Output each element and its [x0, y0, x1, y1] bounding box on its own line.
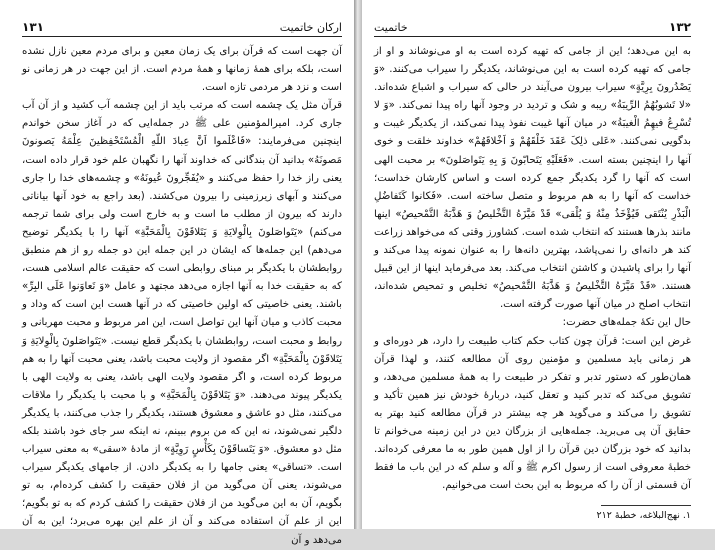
paragraph: آن جهت است که قرآن برای یک زمان معین و برای مردم معین نازل نشده است، بلکه برای همهٔ زمانها و همهٔ مردم است. از این جهت در هر زمانی نو است و نزد هر مردمی تازه است. — [22, 46, 342, 94]
right-page — [362, 0, 715, 529]
running-head: ارکان خاتمیت — [279, 21, 342, 34]
left-page-body — [22, 43, 342, 550]
book-gutter — [354, 0, 362, 529]
page-number: ۱۳۱ — [22, 20, 44, 34]
left-page — [0, 0, 354, 546]
paragraph: حال این تکهٔ جمله‌های حضرت: — [562, 317, 691, 329]
right-page-body — [374, 43, 691, 495]
footnote-divider — [601, 505, 691, 506]
page-number: ۱۳۲ — [669, 20, 691, 34]
paragraph: غرض این است: قرآن چون کتاب حکم کتاب طبیعت را دارد، هر دوره‌ای و هر زمانی باید مسلمین و مؤمنین روی آن مطالعه کنند، و لهذا قرآن همان‌طور که دستور تدبر و تفکر در طبیعت را به همهٔ مسلمین می‌دهد، و تشویق می‌کند که تدبر کنید و تعقل کنید، دربارهٔ خودش نیز همین تأکید و تشویق را می‌کند و می‌گوید هر چه بیشتر در قرآن مطالعه کنید بهتر به حقایق آن پی می‌برید. جمله‌هایی از بزرگان دین در این زمینه می‌خوانم تا بدانید که خود بزرگان دین قرآن را از اول همین طور به ما معرفی کرده‌اند. خطبهٔ معروفی است از رسول اکرم ﷺ و آله و سلم که در این باب ما فقط آن قسمتی از آن را که مربوط به این بحث است می‌خوانیم. — [374, 335, 691, 492]
footnote: ۱. نهج‌البلاغه، خطبهٔ ۲۱۲ — [596, 510, 691, 522]
paragraph: به این می‌دهد؛ این از جامی که تهیه کرده است به او می‌نوشاند و او از جامی که تهیه کرده است به این می‌نوشاند، یکدیگر را سیراب می‌کنند. «وَ یَصْدُرونَ بِرِیَّةٍ» سیراب بیرون می‌آیند در حالی که سیراب و اشباع شده‌اند. «لا تَشوبُهُمُ الرِّیبَةُ» ریبه و شک و تردید در وجود آنها راه پیدا نمی‌کند. «وَ لا تُسْرِعُ فیهِمُ الْغیبَةُ» در میان آنها غیبت نفوذ پیدا نمی‌کند، از یکدیگر غیبت و بدگویی نمی‌کنند. «عَلی ذلِکَ عَقَدَ خَلْقَهُمْ وَ اَخْلاقَهُمْ» خداوند خلقت و خوی آنها را اینچنین بسته است. «فَعَلَیْهِ یَتَحابّونَ وَ بِهِ یَتَواصَلونَ» بر محبت الهی است که آنها را گرد یکدیگر جمع کرده است و اساس کارشان خداست؛ خداست که آنها را به هم مربوط و متصل ساخته است. «فَکانوا کَتَفاضُلِ الْبَذْرِ یُنْتَقی فَیُؤْخَذُ مِنْهُ وَ یُلْقی» قَدْ مَیَّزَهُ التَّخْلیصُ وَ هَذَّبَهُ التَّمْحیصُ» اینها مانند بذرها هستند که انتخاب شده است. کشاورز وقتی که می‌خواهد زراعت کند هر دانه‌ای را نمی‌پاشد، بهترین دانه‌ها را به عنوان نمونه پیدا می‌کند و آنها را برای پاشیدن و کاشتن انتخاب می‌کند. بعد می‌فرماید اینها از این قبیل هستند. «قَدْ مَیَّزَهُ التَّخْلیصُ وَ هَذَّبَهُ التَّمْحیصُ» تخلیص و تمحیص شده‌اند، انتخاب اصلح در میان آنها صورت گرفته است. — [374, 46, 691, 311]
running-head: خاتمیت — [374, 21, 408, 34]
right-page-header — [374, 16, 691, 37]
left-page-header — [22, 16, 342, 37]
paragraph: قرآن مثل یک چشمه است که مرتب باید از این چشمه آب کشید و از آن آب جاری کرد. امیرالمؤمنین علی ﷺ در جمله‌ایی که در آغاز سخن خواندم اینچنین می‌فرمایند: «فَاعْلَموا اَنَّ عِبادَ اللّهِ الْمُسْتَحْفِظینَ عِلْمَهُ یَصونونَ مَصونَهُ» بدانید آن بندگانی که خداوند آنها را نگهبان علم خود قرار داده است، یعنی راز خدا را حفظ می‌کنند و «یُفَجِّرونَ عُیونَهُ» و چشمه‌های خدا را جاری می‌کنند و آبهای زیرزمینی را بیرون می‌کشند. (بعد راجع به خود آنها بیاناتی دارند که بیرون از مطلب ما است و به خارج است ولی برای شما ترجمه می‌کنم) «یَتَواصَلونَ بِالْوِلایَةِ وَ یَتَلاقَوْنَ بِالْمَحَبَّةِ» آنها را با یکدیگر توضیح می‌دهم) این جمله‌ها که ایشان در این جمله این دو جمله رو از هم منطبق روابطشان با یکدیگر بر مبنای روابطی است که حقیقت عالم اسلامی هست، که به حقیقت خدا به آنها اجازه می‌دهد مجتهد و عامل «وَ تَعاوَنوا عَلَی البِرِّ» باشند. یعنی خاصیتی که اولین خاصیتی که در آنها هست این است که وداد و محبت کاذب و میان آنها این تواصل است، این امر مربوط و محبت مهربانی و روابط و محبت است، روابطشان با یکدیگر قطع نیست. «یَتَواصَلونَ بِالْوِلایَةِ وَ یَتَلاقَوْنَ بِالْمَحَبَّةِ» اگر مقصود از ولایت محبت باشد، یعنی محبت آنها را به هم مربوط کرده است، و اگر مقصود ولایت الهی باشد، یعنی به ولایت الهی با یکدیگر پیوند می‌دهند. «وَ یَتَلاقَوْنَ بِالْمَحَبَّةِ» و با محبت با یکدیگر را ملاقات می‌کنند، مثل دو عاشق و معشوق هستند، یکدیگر را جذب می‌کنند، با یکدیگر دلگیر نمی‌شوند، نه این که من بروم ببینم، نه اینکه سر جای خود باشند بلکه مثل دو معشوق. «وَ یَتَساقَوْنَ بِکَأْسٍ رَوِیَّةٍ» از مادهٔ «سقی» به معنی سیراب است. «تساقی» یعنی جامها را به یکدیگر دادن. از جامهای یکدیگر سیراب می‌شوند، یعنی آن می‌گوید من از فلان حقیقت را کشف کرده‌ام، به تو بگویم، آن به این می‌گوید من از فلان حقیقت را کشف کردم که به تو بگویم؛ این از علم آن استفاده می‌کند و آن از علم این بهره می‌برد؛ این به آن می‌دهد و آن — [22, 100, 342, 546]
